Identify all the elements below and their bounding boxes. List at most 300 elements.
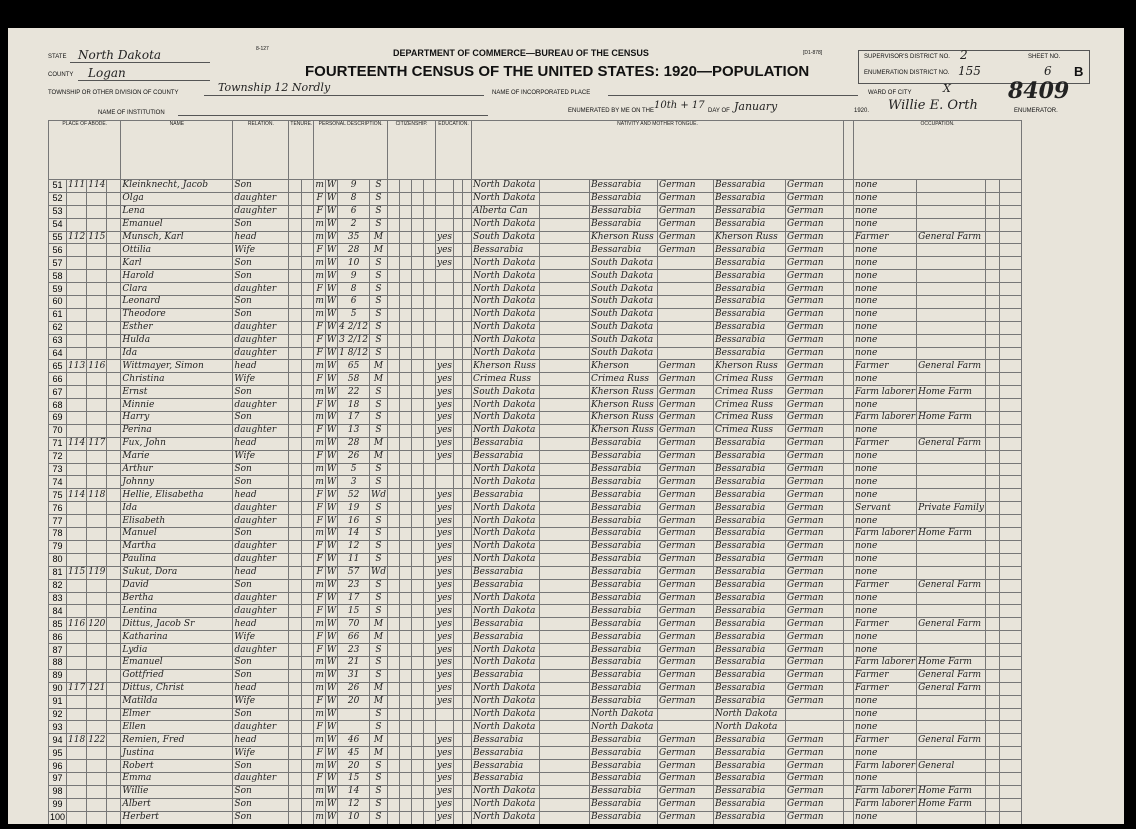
speaks-english: [844, 180, 854, 193]
relation: Son: [233, 528, 289, 541]
mother-birthplace: Bessarabia: [714, 644, 786, 657]
owned-cell: [107, 502, 121, 515]
sex: m: [315, 786, 324, 797]
farm-schedule: [999, 463, 1021, 476]
father-birthplace: Bessarabia: [590, 811, 658, 824]
owned-cell: [107, 811, 121, 824]
father-birthplace: Bessarabia: [590, 785, 658, 798]
immigration-year: [388, 270, 400, 283]
employer-class: [985, 412, 999, 425]
sex: m: [315, 708, 324, 719]
industry: [917, 192, 986, 205]
immigration-year: [388, 669, 400, 682]
race: W: [326, 232, 337, 242]
race: W: [326, 335, 337, 346]
literacy: yes: [437, 567, 453, 578]
write: [463, 656, 472, 669]
dwelling-number: [67, 321, 87, 334]
naturalized: [400, 566, 412, 579]
table-row: [49, 798, 1022, 811]
mother-tongue-parent: German: [786, 631, 844, 644]
literacy: [436, 347, 454, 360]
naturalized: [400, 489, 412, 502]
relation: daughter: [233, 772, 289, 785]
farm-schedule: [999, 592, 1021, 605]
age: 3 2/12: [339, 335, 368, 346]
race: W: [326, 309, 337, 320]
tenure-2: [301, 708, 313, 721]
table-row: [49, 605, 1022, 618]
literacy: yes: [437, 812, 453, 823]
dwelling-number: [67, 772, 87, 785]
farm-schedule: [999, 476, 1021, 489]
marital-status: M: [369, 747, 387, 760]
employer-class: [985, 424, 999, 437]
dwelling-number: [67, 747, 87, 760]
school: [424, 644, 436, 657]
family-number: [87, 592, 107, 605]
mother-tongue-parent: German: [786, 192, 844, 205]
line-number: 100: [50, 812, 66, 823]
township-label: TOWNSHIP OR OTHER DIVISION OF COUNTY: [48, 90, 179, 96]
naturalized: [400, 386, 412, 399]
naturalization-year: [412, 798, 424, 811]
relation: daughter: [233, 334, 289, 347]
father-birthplace: South Dakota: [590, 347, 658, 360]
naturalization-year: [412, 373, 424, 386]
occupation: none: [854, 489, 917, 502]
father-birthplace: Bessarabia: [590, 244, 658, 257]
sex: F: [314, 205, 326, 218]
owned-cell: [107, 579, 121, 592]
mother-birthplace: Bessarabia: [714, 695, 786, 708]
age: 5: [338, 308, 370, 321]
mother-tongue: [540, 785, 590, 798]
read: [454, 231, 463, 244]
state-label: STATE: [48, 54, 67, 60]
table-row: [49, 695, 1022, 708]
immigration-year: [388, 811, 400, 824]
dwelling-number: [67, 760, 87, 773]
naturalized: [400, 296, 412, 309]
tenure-2: [301, 412, 313, 425]
age: 46: [338, 734, 370, 747]
write: [463, 695, 472, 708]
speaks-english: [844, 373, 854, 386]
mother-tongue: [540, 437, 590, 450]
race: W: [326, 734, 337, 745]
speaks-english: [844, 631, 854, 644]
farm-schedule: [999, 618, 1021, 631]
sex: F: [314, 695, 326, 708]
tenure-2: [301, 450, 313, 463]
table-row: [49, 540, 1022, 553]
naturalized: [400, 618, 412, 631]
speaks-english: [844, 656, 854, 669]
family-number: 118: [88, 489, 106, 500]
mother-tongue-parent: German: [786, 321, 844, 334]
table-row: [49, 502, 1022, 515]
school: [424, 682, 436, 695]
occupation: Servant: [854, 502, 917, 515]
naturalization-year: [412, 489, 424, 502]
farm-schedule: [999, 579, 1021, 592]
enumerated-day: 10th + 17: [654, 100, 705, 111]
mother-birthplace: Bessarabia: [714, 218, 786, 231]
person-name: Paulina: [121, 553, 233, 566]
write: [463, 682, 472, 695]
family-number: [87, 296, 107, 309]
age: 15: [338, 772, 370, 785]
read: [454, 579, 463, 592]
immigration-year: [388, 708, 400, 721]
school: [424, 192, 436, 205]
school: [424, 334, 436, 347]
naturalized: [400, 682, 412, 695]
tenure-2: [301, 772, 313, 785]
naturalized: [400, 334, 412, 347]
race: W: [326, 386, 337, 397]
naturalization-year: [412, 811, 424, 824]
race: W: [326, 580, 337, 591]
immigration-year: [388, 566, 400, 579]
occupation: none: [854, 515, 917, 528]
naturalization-year: [412, 360, 424, 373]
sex: m: [315, 257, 324, 268]
industry: [917, 747, 986, 760]
person-name: Esther: [121, 321, 233, 334]
naturalized: [400, 437, 412, 450]
naturalized: [400, 257, 412, 270]
speaks-english: [844, 592, 854, 605]
immigration-year: [388, 734, 400, 747]
mother-birthplace: Bessarabia: [714, 592, 786, 605]
owned-cell: [107, 270, 121, 283]
farm-schedule: [999, 334, 1021, 347]
stamp-number: 8409: [1008, 78, 1070, 104]
naturalization-year: [412, 760, 424, 773]
school: [424, 656, 436, 669]
sex: F: [314, 566, 326, 579]
employer-class: [985, 270, 999, 283]
mother-birthplace: Bessarabia: [714, 476, 786, 489]
literacy: yes: [437, 773, 453, 784]
father-tongue: German: [658, 463, 714, 476]
father-birthplace: Bessarabia: [590, 528, 658, 541]
read: [454, 553, 463, 566]
tenure-1: [289, 811, 301, 824]
immigration-year: [388, 644, 400, 657]
line-number: 59: [49, 283, 67, 296]
dwelling-number: [67, 205, 87, 218]
father-birthplace: Bessarabia: [590, 450, 658, 463]
mother-birthplace: Bessarabia: [714, 785, 786, 798]
birthplace: North Dakota: [472, 811, 540, 824]
speaks-english: [844, 283, 854, 296]
literacy: [436, 476, 454, 489]
immigration-year: [388, 437, 400, 450]
industry: [917, 553, 986, 566]
tenure-1: [289, 605, 301, 618]
dwelling-number: [67, 798, 87, 811]
farm-schedule: [999, 192, 1021, 205]
immigration-year: [388, 489, 400, 502]
marital-status: S: [369, 644, 387, 657]
age: 65: [338, 360, 370, 373]
owned-cell: [107, 334, 121, 347]
tenure-2: [301, 257, 313, 270]
school: [424, 528, 436, 541]
tenure-1: [289, 644, 301, 657]
dwelling-number: [67, 708, 87, 721]
employer-class: [985, 811, 999, 824]
naturalization-year: [412, 656, 424, 669]
line-number: 90: [49, 682, 67, 695]
table-row: [49, 373, 1022, 386]
school: [424, 424, 436, 437]
employer-class: [985, 360, 999, 373]
dwelling-number: [67, 528, 87, 541]
employer-class: [985, 579, 999, 592]
mother-tongue: [540, 618, 590, 631]
mother-birthplace: Bessarabia: [714, 747, 786, 760]
father-birthplace: Bessarabia: [590, 592, 658, 605]
school: [424, 437, 436, 450]
industry: General Farm: [917, 579, 986, 592]
speaks-english: [844, 734, 854, 747]
literacy: yes: [437, 232, 453, 242]
naturalized: [400, 553, 412, 566]
industry: [917, 811, 986, 824]
table-row: [49, 747, 1022, 760]
birthplace: North Dakota: [472, 553, 540, 566]
marital-status: S: [369, 669, 387, 682]
person-name: Marie: [121, 450, 233, 463]
employer-class: [985, 772, 999, 785]
race: W: [326, 773, 337, 784]
naturalization-year: [412, 386, 424, 399]
occupation: none: [854, 605, 917, 618]
mother-birthplace: Bessarabia: [714, 502, 786, 515]
literacy: [436, 308, 454, 321]
owned-cell: [107, 747, 121, 760]
birthplace: North Dakota: [472, 257, 540, 270]
race: W: [326, 812, 337, 823]
dwelling-number: [67, 721, 87, 734]
literacy: yes: [437, 244, 453, 255]
speaks-english: [844, 257, 854, 270]
farm-schedule: [999, 528, 1021, 541]
mother-tongue-parent: German: [786, 373, 844, 386]
mother-tongue-parent: German: [786, 734, 844, 747]
marital-status: S: [369, 708, 387, 721]
dwelling-number: [67, 450, 87, 463]
owned-cell: [107, 399, 121, 412]
owned-cell: [107, 463, 121, 476]
mother-birthplace: Bessarabia: [714, 257, 786, 270]
sex: m: [315, 683, 324, 694]
mother-tongue: [540, 257, 590, 270]
naturalization-year: [412, 412, 424, 425]
enumerator-label: ENUMERATOR.: [1014, 108, 1058, 114]
sex: F: [314, 644, 326, 657]
naturalized: [400, 463, 412, 476]
farm-schedule: [999, 386, 1021, 399]
write: [463, 192, 472, 205]
occupation: none: [854, 721, 917, 734]
father-birthplace: Bessarabia: [590, 579, 658, 592]
age: 26: [338, 450, 370, 463]
naturalization-year: [412, 399, 424, 412]
school: [424, 463, 436, 476]
tenure-2: [301, 644, 313, 657]
tenure-1: [289, 618, 301, 631]
father-tongue: German: [658, 412, 714, 425]
race: W: [326, 618, 337, 629]
farm-schedule: [999, 218, 1021, 231]
naturalized: [400, 347, 412, 360]
family-number: [87, 695, 107, 708]
tenure-2: [301, 540, 313, 553]
occupation: Farm laborer: [855, 412, 916, 423]
immigration-year: [388, 656, 400, 669]
industry: [917, 540, 986, 553]
read: [454, 476, 463, 489]
occupation: Farm laborer: [855, 386, 916, 397]
family-number: [87, 760, 107, 773]
race: W: [326, 502, 337, 513]
person-name: Lentina: [121, 605, 233, 618]
family-number: [87, 605, 107, 618]
speaks-english: [844, 205, 854, 218]
tenure-1: [289, 412, 301, 425]
mother-tongue-parent: German: [786, 205, 844, 218]
sex: F: [314, 347, 326, 360]
immigration-year: [388, 347, 400, 360]
table-row: [49, 360, 1022, 373]
father-birthplace: Bessarabia: [590, 618, 658, 631]
family-number: [87, 347, 107, 360]
line-number: 71: [49, 437, 67, 450]
tenure-2: [301, 231, 313, 244]
speaks-english: [844, 644, 854, 657]
marital-status: S: [369, 218, 387, 231]
father-birthplace: South Dakota: [590, 296, 658, 309]
speaks-english: [844, 308, 854, 321]
employer-class: [985, 502, 999, 515]
marital-status: S: [369, 515, 387, 528]
family-number: [87, 257, 107, 270]
owned-cell: [107, 528, 121, 541]
family-number: [87, 708, 107, 721]
marital-status: S: [369, 399, 387, 412]
mother-tongue: [540, 476, 590, 489]
tenure-1: [289, 283, 301, 296]
family-number: [87, 321, 107, 334]
person-name: Remien, Fred: [121, 734, 233, 747]
father-birthplace: Bessarabia: [590, 515, 658, 528]
mother-tongue: [540, 772, 590, 785]
tenure-2: [301, 734, 313, 747]
dwelling-number: [67, 283, 87, 296]
race: W: [326, 708, 337, 719]
occupation: Farmer: [854, 618, 917, 631]
family-number: [87, 218, 107, 231]
farm-schedule: [999, 747, 1021, 760]
age: 28: [338, 437, 370, 450]
father-birthplace: Kherson Russ: [590, 386, 658, 399]
header-citizenship: CITIZENSHIP.: [388, 121, 436, 180]
industry: [917, 463, 986, 476]
literacy: yes: [437, 605, 453, 616]
farm-schedule: [999, 760, 1021, 773]
race: W: [326, 283, 337, 294]
mother-birthplace: Bessarabia: [714, 489, 786, 502]
naturalization-year: [412, 334, 424, 347]
county-value: Logan: [88, 66, 126, 80]
age: 1 8/12: [339, 348, 368, 359]
marital-status: M: [369, 618, 387, 631]
speaks-english: [844, 476, 854, 489]
table-row: [49, 463, 1022, 476]
farm-schedule: [999, 308, 1021, 321]
birthplace: North Dakota: [472, 321, 540, 334]
marital-status: S: [369, 811, 387, 824]
age: 20: [338, 760, 370, 773]
sex: F: [314, 192, 326, 205]
age: 9: [338, 270, 370, 283]
industry: [917, 399, 986, 412]
literacy: [436, 218, 454, 231]
father-birthplace: Crimea Russ: [590, 373, 658, 386]
speaks-english: [844, 785, 854, 798]
ed-label: ENUMERATION DISTRICT NO.: [864, 70, 950, 76]
mother-tongue-parent: German: [786, 605, 844, 618]
family-number: [87, 540, 107, 553]
tenure-2: [301, 399, 313, 412]
write: [463, 412, 472, 425]
industry: General: [917, 760, 986, 773]
employer-class: [985, 553, 999, 566]
speaks-english: [844, 566, 854, 579]
line-number: 68: [49, 399, 67, 412]
sex: m: [315, 670, 324, 681]
naturalization-year: [412, 463, 424, 476]
read: [454, 192, 463, 205]
tenure-1: [289, 553, 301, 566]
race: W: [326, 567, 337, 578]
mother-tongue-parent: German: [786, 772, 844, 785]
line-number: 69: [49, 412, 67, 425]
person-name: Ellen: [121, 721, 233, 734]
write: [463, 592, 472, 605]
mother-tongue-parent: German: [786, 463, 844, 476]
industry: General Farm: [917, 734, 986, 747]
father-birthplace: Bessarabia: [590, 566, 658, 579]
mother-tongue-parent: German: [786, 334, 844, 347]
write: [463, 321, 472, 334]
mother-tongue-parent: German: [786, 566, 844, 579]
industry: [917, 772, 986, 785]
write: [463, 708, 472, 721]
relation: Son: [233, 579, 289, 592]
read: [454, 257, 463, 270]
immigration-year: [388, 798, 400, 811]
tenure-2: [301, 180, 313, 193]
owned-cell: [107, 721, 121, 734]
dwelling-number: [67, 424, 87, 437]
occupation: none: [854, 283, 917, 296]
